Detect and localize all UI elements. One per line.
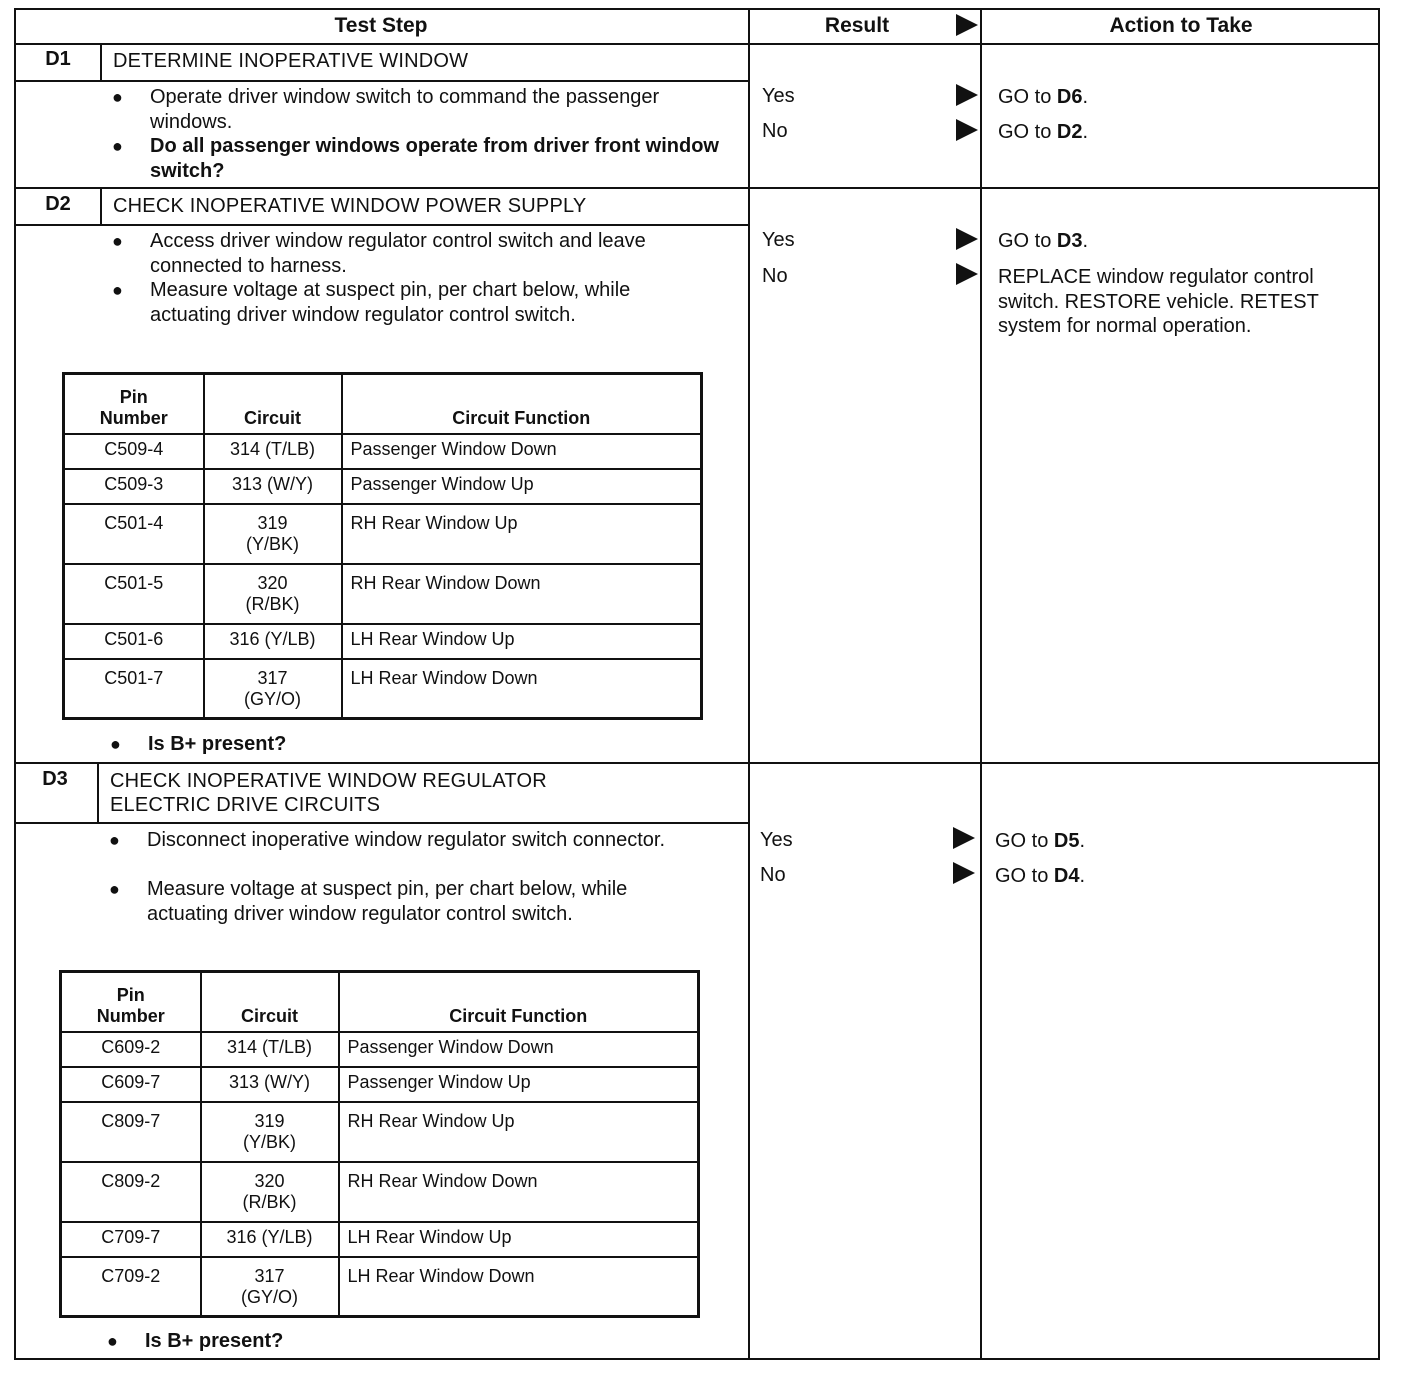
- circuit-cell: 320 (R/BK): [204, 564, 342, 624]
- bullet-dot-icon: ●: [112, 136, 123, 156]
- step-d3-question-text: Is B+ present?: [145, 1330, 284, 1352]
- circuit-function-header: Circuit Function: [342, 374, 702, 434]
- circuit-header: Circuit: [201, 972, 339, 1032]
- step-d3-bullet-2-text: Measure voltage at suspect pin, per chart below, while actuating driver window regulator control switch.: [147, 878, 628, 925]
- circuit-function-cell: Passenger Window Up: [342, 469, 702, 504]
- table-row: [64, 659, 702, 719]
- step-d3-bullet-1: [109, 828, 687, 853]
- step-d3-action-no: GO to D4.: [995, 865, 1086, 887]
- step-d2-title: CHECK INOPERATIVE WINDOW POWER SUPPLY: [113, 195, 587, 217]
- table-row: [61, 1257, 699, 1317]
- pin-number-cell: C509-3: [64, 469, 204, 504]
- circuit-cell: 314 (T/LB): [204, 434, 342, 469]
- header-test-step: Test Step: [334, 14, 428, 37]
- step-d1-bullet-1-text: Operate driver window switch to command the passenger windows.: [150, 86, 660, 133]
- table-row: [61, 1222, 699, 1257]
- step-d1-id-divider: [100, 44, 102, 80]
- pin-number-cell: C501-6: [64, 624, 204, 659]
- step-d2-bottom-divider: [14, 762, 1380, 764]
- circuit-cell: 313 (W/Y): [201, 1067, 339, 1102]
- table-row: [64, 504, 702, 564]
- step-d2-title-underline: [14, 224, 748, 226]
- step-d2-bullet-2: [112, 278, 695, 327]
- header-arrow-icon: [956, 14, 978, 36]
- pin-number-cell: C809-2: [61, 1162, 201, 1222]
- step-d3-bullet-1-text: Disconnect inoperative window regulator switch connector.: [147, 829, 666, 851]
- circuit-function-cell: LH Rear Window Up: [342, 624, 702, 659]
- step-d2-id: D2: [45, 193, 71, 215]
- step-d3-id: D3: [42, 768, 68, 790]
- circuit-cell: 314 (T/LB): [201, 1032, 339, 1067]
- pin-number-cell: C509-4: [64, 434, 204, 469]
- step-d1-title-underline: [14, 80, 748, 82]
- step-d1-id: D1: [45, 48, 71, 70]
- table-row: [64, 434, 702, 469]
- circuit-header: Circuit: [204, 374, 342, 434]
- step-d3-id-divider: [97, 763, 99, 823]
- bullet-dot-icon: ●: [112, 87, 123, 107]
- table-row: [61, 1162, 699, 1222]
- bullet-dot-icon: ●: [107, 1331, 118, 1351]
- pin-number-header: Pin Number: [61, 972, 201, 1032]
- step-d3-question: [107, 1329, 284, 1354]
- step-d1-bullet-1: [112, 85, 710, 134]
- circuit-function-header: Circuit Function: [339, 972, 699, 1032]
- step-d3-action-yes: GO to D5.: [995, 830, 1086, 852]
- step-d2-action-yes: GO to D3.: [998, 230, 1089, 252]
- step-d1-bullet-2: [112, 134, 720, 183]
- pin-number-cell: C709-2: [61, 1257, 201, 1317]
- circuit-cell: 316 (Y/LB): [201, 1222, 339, 1257]
- circuit-cell: 316 (Y/LB): [204, 624, 342, 659]
- step-d2-id-divider: [100, 188, 102, 224]
- pin-number-cell: C609-2: [61, 1032, 201, 1067]
- bullet-dot-icon: ●: [112, 231, 123, 251]
- table-row: [64, 564, 702, 624]
- step-d3-pin-table: [59, 970, 700, 1318]
- header-result: Result: [824, 14, 890, 37]
- bullet-dot-icon: ●: [112, 280, 123, 300]
- step-d3-result-yes: Yes: [760, 829, 793, 851]
- step-d1-title: DETERMINE INOPERATIVE WINDOW: [113, 50, 469, 72]
- table-row: [61, 1102, 699, 1162]
- step-d2-bullet-1: [112, 229, 710, 278]
- step-d2-bullet-1-text: Access driver window regulator control switch and leave connected to harness.: [150, 230, 646, 277]
- circuit-function-cell: LH Rear Window Up: [339, 1222, 699, 1257]
- step-d1-action-yes: GO to D6.: [998, 86, 1089, 108]
- circuit-function-cell: RH Rear Window Up: [342, 504, 702, 564]
- circuit-cell: 320 (R/BK): [201, 1162, 339, 1222]
- bullet-dot-icon: ●: [109, 879, 120, 899]
- column-divider-result: [748, 8, 750, 1360]
- step-d3-title-underline: [14, 822, 748, 824]
- circuit-function-cell: Passenger Window Down: [342, 434, 702, 469]
- bullet-dot-icon: ●: [109, 830, 120, 850]
- step-d2-yes-arrow-icon: [956, 228, 978, 250]
- pin-number-header: Pin Number: [64, 374, 204, 434]
- column-divider-action: [980, 8, 982, 1360]
- step-d2-question-text: Is B+ present?: [148, 733, 287, 755]
- circuit-function-cell: Passenger Window Down: [339, 1032, 699, 1067]
- circuit-cell: 313 (W/Y): [204, 469, 342, 504]
- step-d3-bullet-2: [109, 877, 692, 926]
- step-d1-action-no: GO to D2.: [998, 121, 1089, 143]
- step-d1-bullet-2-text: Do all passenger windows operate from driver front window switch?: [150, 135, 719, 182]
- step-d1-yes-arrow-icon: [956, 84, 978, 106]
- step-d2-result-yes: Yes: [762, 229, 795, 251]
- circuit-cell: 317 (GY/O): [204, 659, 342, 719]
- table-row: [61, 1067, 699, 1102]
- circuit-function-cell: RH Rear Window Down: [342, 564, 702, 624]
- circuit-cell: 319 (Y/BK): [204, 504, 342, 564]
- circuit-function-cell: Passenger Window Up: [339, 1067, 699, 1102]
- circuit-function-cell: LH Rear Window Down: [342, 659, 702, 719]
- step-d2-bullet-2-text: Measure voltage at suspect pin, per chart below, while actuating driver window regulator control switch.: [150, 279, 631, 326]
- bullet-dot-icon: ●: [110, 734, 121, 754]
- step-d3-no-arrow-icon: [953, 862, 975, 884]
- pin-table-body: [64, 434, 702, 719]
- step-d2-no-arrow-icon: [956, 263, 978, 285]
- step-d2-result-no: No: [762, 265, 788, 287]
- table-row: [61, 1032, 699, 1067]
- circuit-function-cell: LH Rear Window Down: [339, 1257, 699, 1317]
- step-d1-bottom-divider: [14, 187, 1380, 189]
- table-row: [64, 624, 702, 659]
- step-d2-pin-table: [62, 372, 703, 720]
- pin-number-cell: C709-7: [61, 1222, 201, 1257]
- step-d2-question: [110, 732, 287, 757]
- table-row: [64, 469, 702, 504]
- pin-number-cell: C809-7: [61, 1102, 201, 1162]
- step-d3-yes-arrow-icon: [953, 827, 975, 849]
- step-d2-action-no: REPLACE window regulator control switch. RESTORE vehicle. RETEST system for normal operation.: [998, 266, 1319, 337]
- circuit-function-cell: RH Rear Window Up: [339, 1102, 699, 1162]
- pin-number-cell: C501-5: [64, 564, 204, 624]
- pin-table-body: [61, 1032, 699, 1317]
- circuit-cell: 319 (Y/BK): [201, 1102, 339, 1162]
- step-d3-title: CHECK INOPERATIVE WINDOW REGULATOR ELECTRIC DRIVE CIRCUITS: [110, 770, 547, 816]
- pin-number-cell: C609-7: [61, 1067, 201, 1102]
- step-d3-result-no: No: [760, 864, 786, 886]
- header-action: Action to Take: [1109, 14, 1253, 37]
- step-d1-result-no: No: [762, 120, 788, 142]
- pin-number-cell: C501-7: [64, 659, 204, 719]
- pin-number-cell: C501-4: [64, 504, 204, 564]
- circuit-function-cell: RH Rear Window Down: [339, 1162, 699, 1222]
- step-d1-no-arrow-icon: [956, 119, 978, 141]
- step-d1-result-yes: Yes: [762, 85, 795, 107]
- circuit-cell: 317 (GY/O): [201, 1257, 339, 1317]
